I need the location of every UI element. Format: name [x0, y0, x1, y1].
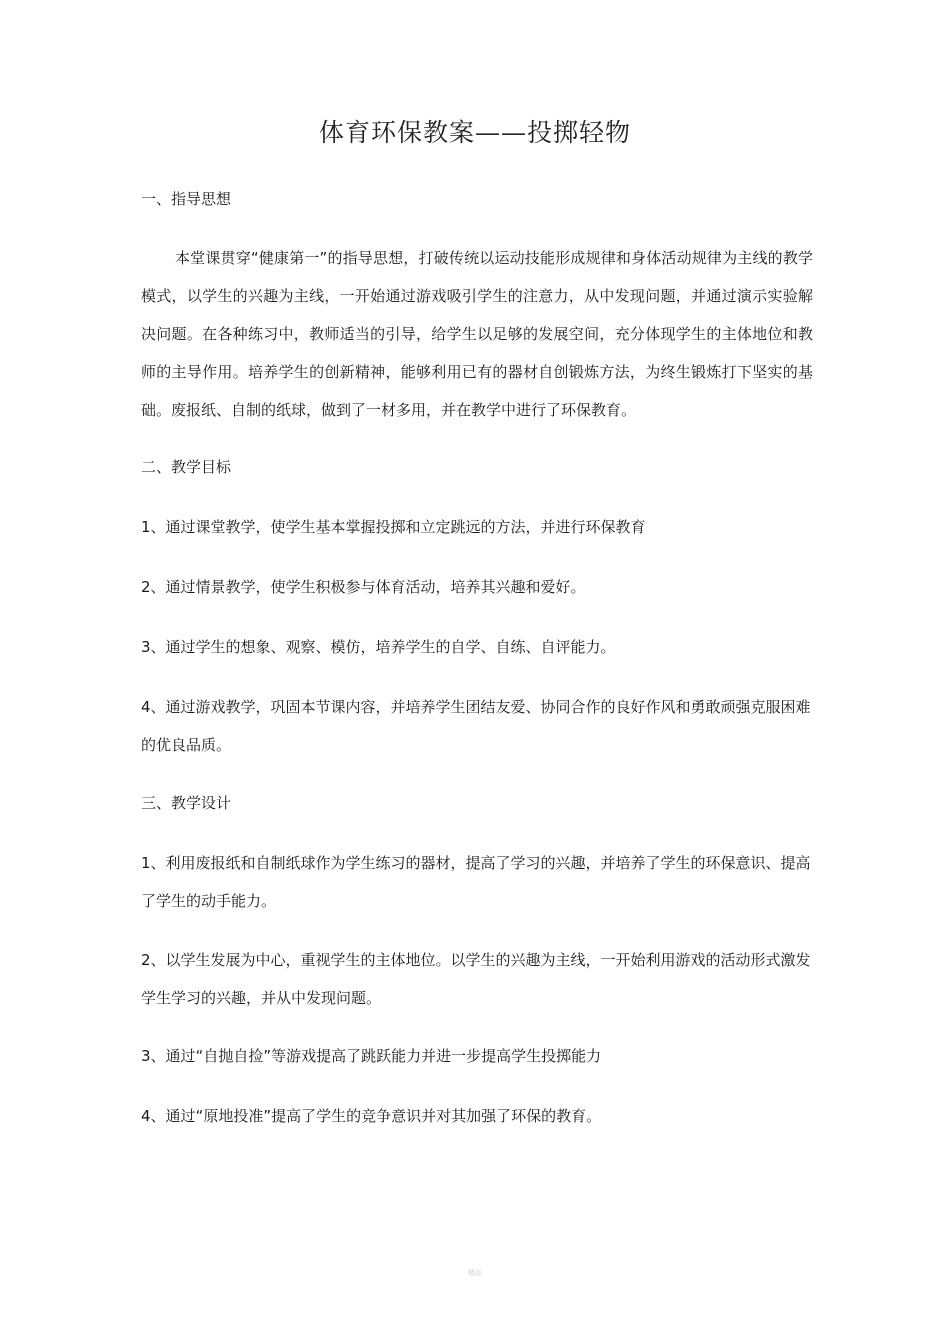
list-item: 4、通过“原地投准”提高了学生的竞争意识并对其加强了环保的教育。 — [141, 1107, 602, 1125]
list-item: 1、利用废报纸和自制纸球作为学生练习的器材，提高了学习的兴趣，并培养了学生的环保意识、提高了学生的动手能力。 — [141, 854, 811, 910]
list-item: 2、通过情景教学，使学生积极参与体育活动，培养其兴趣和爱好。 — [141, 578, 586, 596]
list-item: 1、通过课堂教学，使学生基本掌握投掷和立定跳远的方法，并进行环保教育 — [141, 518, 646, 536]
section-heading-teaching-design: 三、教学设计 — [141, 794, 232, 812]
section-heading-guiding-ideology: 一、指导思想 — [141, 190, 232, 208]
page-footer-mark: 精品 — [468, 1269, 482, 1277]
list-item: 4、通过游戏教学，巩固本节课内容，并培养学生团结友爱、协同合作的良好作风和勇敢顽强克服困难的优良品质。 — [141, 698, 811, 754]
list-item: 3、通过“自抛自捡”等游戏提高了跳跃能力并进一步提高学生投掷能力 — [141, 1047, 602, 1065]
section-heading-teaching-goals: 二、教学目标 — [141, 458, 232, 476]
list-item: 3、通过学生的想象、观察、模仿，培养学生的自学、自练、自评能力。 — [141, 638, 616, 656]
document-title: 体育环保教案——投掷轻物 — [318, 118, 631, 147]
guiding-ideology-paragraph: 本堂课贯穿“健康第一”的指导思想，打破传统以运动技能形成规律和身体活动规律为主线的教学模式，以学生的兴趣为主线，一开始通过游戏吸引学生的注意力，从中发现问题，并通过演示实验解决问题。在各种练习中，教师适当的引导，给学生以足够的发展空间，充分体现学生的主体地位和教师的主导作用。培养学生的创新精神，能够利用已有的器材自创锻炼方法，为终生锻炼打下坚实的基础。废报纸、自制的纸球，做到了一材多用，并在教学中进行了环保教育。 — [141, 249, 813, 419]
list-item: 2、以学生发展为中心，重视学生的主体地位。以学生的兴趣为主线，一开始利用游戏的活动形式激发学生学习的兴趣，并从中发现问题。 — [141, 951, 811, 1007]
